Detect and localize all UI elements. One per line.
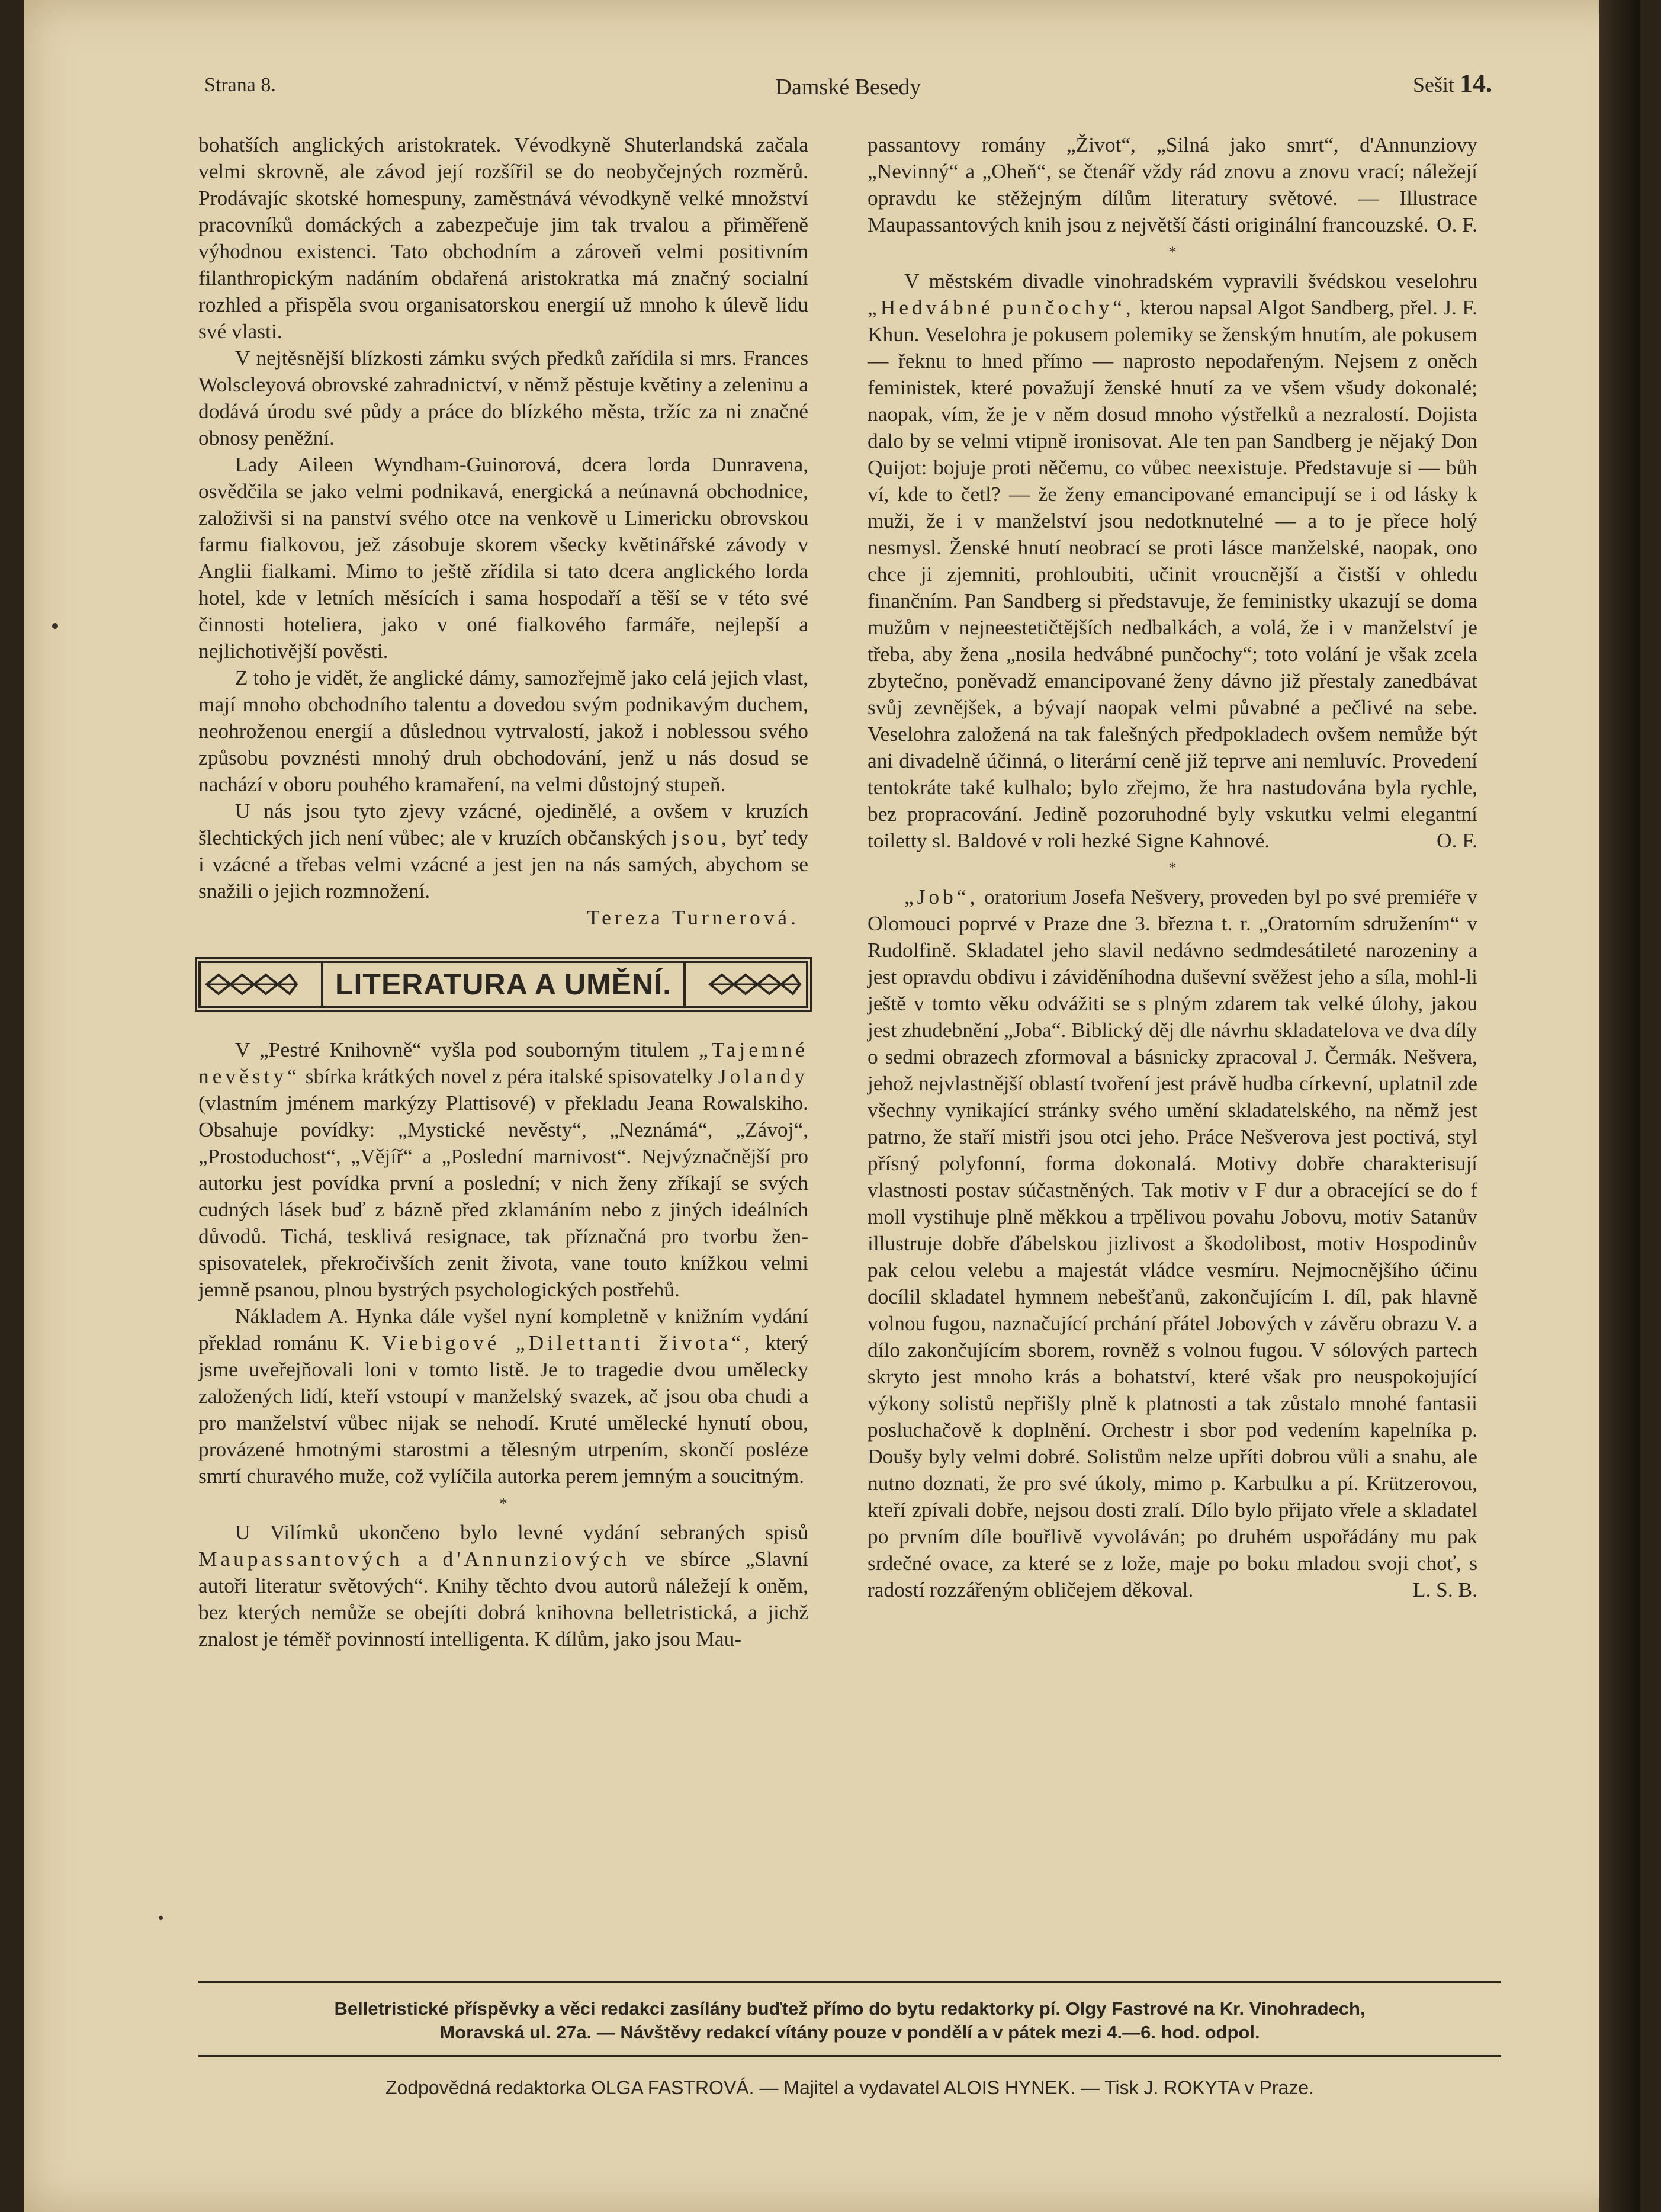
- section-separator: *: [1168, 243, 1177, 261]
- ornament-right-icon: [708, 971, 802, 997]
- section-title: LITERATURA A UMĚNÍ.: [321, 963, 686, 1006]
- paragraph: V městském divadle vinohradském vypravili švédskou veselohru „Hedvábné punčochy“, kterou napsal Algot Sandberg, přel. J. F. Khun. Veselohra je pokusem polemiky se ženským hnutím, ale pokusem — řeknu to hned přímo — naprosto nepodařeným. Nejsem z oněch feministek, které považují ženské hnutí za ve všem všudy dokonalé; naopak, vím, že je v něm dosud mnoho výstřelků a nezralostí. Dojista dalo by se velmi vtipně ironisovat. Ale ten pan Sandberg je nějaký Don Quijot: bojuje proti něčemu, co vůbec neexistuje. Představuje si — bůh ví, kde to četl? — že ženy emancipované emancipují se i od lásky k muži, že i v manželství jsou nedotknutelné — a to je přece holý nesmysl. Ženské hnutí neobrací se proti lásce manželské, naopak, ono chce ji zjemniti, prohloubiti, učinit vroucnější a čistší v ohledu finančním. Pan Sandberg si představuje, že feministky ukazují se doma mužům v nejneestetičtějších nedbalkách, a volá, že i v manželství je třeba, aby žena „nosila hedvábné punčochy“; toto volání je však zcela zbytečno, poněvadž emancipované ženy dávno již přestaly zanedbávat svůj zevnějšek, a bývají naopak velmi půvabné a pečlivé na sebe. Veselohra založená na tak falešných předpokladech ovšem nemůže být ani divadelně účinná, o literární ceně již teprve ani nemluvíc. Provedení tentokráte také kulhalo; bylo zřejmo, že hra nastudována byla rychle, bez propracování. Jedině pozoruhodné byly vskutku velmi elegantní toiletty sl. Baldové v roli hezké Signe Kahnové. O. F.: [868, 268, 1477, 854]
- imprint-line: Zodpovědná redaktorka OLGA FASTROVÁ. — Majitel a vydavatel ALOIS HYNEK. — Tisk J. ROKYTA v Praze.: [385, 2077, 1314, 2098]
- binding-hole-mark: [159, 1916, 163, 1920]
- newspaper-page: [24, 0, 1640, 2212]
- issue-label: Sešit 14.: [1412, 69, 1492, 98]
- paragraph: passantovy romány „Život“, „Silná jako smrt“, d'Annunziovy „Nevinný“ a „Oheň“, se čtenář vždy rád znovu a znovu vrací; náležejí opravdu ke stěžejným dílům literatury světové. — Illustrace Maupassantových knih jsou z největší části originální francouzské. O. F.: [868, 131, 1477, 238]
- article-signature: L. S. B.: [1412, 1578, 1477, 1601]
- ornament-left-icon: [204, 971, 299, 997]
- editorial-notice: Belletristické příspěvky a věci redakci zasílány buďtež přímo do bytu redaktorky pí. Olgy Fastrové na Kr. Vinohradech, Moravská ul. 27a. — Návštěvy redakcí vítány pouze v pondělí a v pátek mezi 4.—6. hod. odpol.: [334, 1998, 1366, 2043]
- paragraph: Nákladem A. Hynka dále vyšel nyní kompletně v knižním vydání překlad románu K. Viebigové „Dilettanti života“, který jsme uveřejňovali loni v tomto listě. Je to tragedie dvou umělecky založených lidí, kteří vstoupí v manželský svazek, ač jsou oba chudi a pro manželství vůbec nijak se nehodí. Kruté umělecké hynutí obou, provázené hmotnými starostmi a tělesným utrpením, skončí posléze smrtí churavého muže, což vylíčila autorka perem jemným a soucitným.: [198, 1304, 808, 1488]
- left-column: [198, 131, 808, 1652]
- paragraph: U Vilímků ukončeno bylo levné vydání sebraných spisů Maupassantových a d'Annunziových ve sbírce „Slavní autoři literatur světových“. Knihy těchto dvou autorů náležejí k oněm, bez kterých nemůže se obejíti dobrá knihovna belletristická, a jichž znalost je téměř povinností intelligenta. K dílům, jako jsou Mau-: [198, 1520, 808, 1651]
- magazine-title: Damské Besedy: [775, 75, 921, 99]
- paragraph: Z toho je vidět, že anglické dámy, samozřejmě jako celá jejich vlast, mají mnoho obchodního talentu a dovedou svým podnikavým duchem, neohroženou energií a důslednou vytrvalostí, jakož i noblessou svého způsobu povznésti mnohý druh obchodování, jenž u nás dosud se nachází v oboru pouhého kramaření, na velmi důstojný stupeň.: [198, 666, 808, 796]
- section-heading: [198, 961, 808, 1008]
- page-number: Strana 8.: [204, 74, 276, 96]
- paragraph: Lady Aileen Wyndham-Guinorová, dcera lorda Dunravena, osvědčila se jako velmi podnikavá, energická a neúnavná obchodnice, založivši si na panství svého otce na venkově u Limericku obrovskou farmu fialkovou, jež zásobuje skorem všecky květinářské závody v Anglii fialkami. Mimo to ještě zřídila si tato dcera anglického lorda hotel, kde v letních měsících i sama hospodaří a těší se v této své činnosti hoteliera, jako v oné fialkového farmáře, nejlepší a nejlichotivější pověsti.: [198, 452, 808, 663]
- paragraph: „Job“, oratorium Josefa Nešvery, proveden byl po své premiéře v Olomouci poprvé v Praze dne 3. března t. r. „Oratorním sdružením“ v Rudolfině. Skladatel jeho slavil nedávno sedmdesátileté narozeniny a jest opravdu obdivu i záviděníhodna duševní svěžest jeho a síla, mohl-li ještě v tomto věku odvážiti se s plným zdarem tak velké úlohy, jakou jest zhudebnění „Joba“. Biblický děj dle návrhu skladatelova ve dva díly o sedmi obrazech zformoval a básnicky zpracoval J. Čermák. Nešvera, jehož nejvlastnější oblastí tvoření jest právě hudba církevní, uplatnil zde všechny vynikající stránky svého umění skladatelského, na němž jest patrno, že staří mistři jsou otci jeho. Práce Nešverova jest poctivá, styl přísný polyfonní, forma dokonalá. Motivy dobře charakterisují vlastnosti postav súčastněných. Tak motiv v F dur a obracející se do f moll vystihuje plně měkkou a trpělivou povahu Jobovu, motiv Satanův illustruje dobře ďábelskou jizlivost a škodolibost, motiv Hospodinův pak celou velebu a majestát vládce vesmíru. Nejmocnějšího účinu docílil skladatel hymnem nebešťanů, zakončujícím I. díl, pak hlavně volnou fugou, naznačující prchání přátel Jobových v závěru obrazu V. a dílo zakončujícím sborem, rovněž s volnou fugou. V sólových partech skryto jest mnoho krás a bohatství, které však pro neuspokojující výkony solistů nepřišly plně k platnosti a tak zůstalo mnohé fantasii posluchačově k doplnění. Orchestr i sbor pod vedením kapelníka p. Doušy byly velmi dobré. Solistům nelze upříti dobrou vůli a snahu, ale nutno doznati, že pro své úkoly, mimo p. Karbulku a pí. Krützerovou, kteří zpívali dobře, nejsou dosti zralí. Dílo bylo přijato vřele a skladatel po prvním díle bouřlivě vyvoláván; po druhém uspořádány mu pak srdečné ovace, za které se z lože, maje po boku mladou svoji choť, s radostí rozzářeným obličejem děkoval. L. S. B.: [868, 884, 1477, 1603]
- paragraph: V „Pestré Knihovně“ vyšla pod souborným titulem „Tajemné nevěsty“ sbírka krátkých novel z péra italské spisovatelky Jolandy (vlastním jménem markýzy Plattisové) v překladu Jeana Rowalskiho. Obsahuje povídky: „Mystické nevěsty“, „Neznámá“, „Závoj“, „Prostoduchost“, „Vějíř“ a „Poslední marnivost“. Nejvýznačnější pro autorku jest povídka první a poslední; v nich ženy zříkají se svých cudných lásek buď z bázně před zklamáním nebo z jiných ideálních důvodů. Tichá, tesklivá resignace, tak příznačná pro tvorbu žen-spisovatelek, překročivších zenit života, vane touto knížkou velmi jemně psanou, plnou bystrých psychologických postřehů.: [198, 1038, 808, 1301]
- binding-hole-mark: [52, 623, 58, 629]
- section-separator: *: [1168, 859, 1177, 877]
- article-signature: O. F.: [1437, 213, 1477, 236]
- article-signature: O. F.: [1437, 829, 1477, 852]
- page-header: [204, 68, 1492, 104]
- article-signature: Tereza Turnerová.: [587, 906, 799, 929]
- paragraph: V nejtěsnější blízkosti zámku svých předků zařídila si mrs. Frances Wolscleyová obrovské zahradnictví, v němž pěstuje květiny a zeleninu a dodává úrodu své půdy a práce do blízkého města, tržíc za ni značné obnosy peněžní.: [198, 346, 808, 450]
- section-separator: *: [499, 1495, 507, 1512]
- footer-divider: [198, 2055, 1501, 2057]
- footer-divider: [198, 1981, 1501, 1983]
- right-column: [868, 131, 1477, 1603]
- paragraph: bohatších anglických aristokratek. Vévodkyně Shuterlandská začala velmi skrovně, ale závod její rozšířil se do neobyčejných rozměrů. Prodávajíc skotské homespuny, zaměstnává vévodkyně velké množství pracovníků domáckých a zabezpečuje jim tak trvalou a přiměřeně výhodnou existenci. Tato obchodním a zároveň velmi positivním filanthropickým nadáním obdařená aristokratka má značný socialní rozhled a přispěla svou organisatorskou energií už mnoho k úlevě lidu své vlasti.: [198, 133, 808, 343]
- paragraph: U nás jsou tyto zjevy vzácné, ojedinělé, a ovšem v kruzích šlechtických jich není vůbec; ale v kruzích občanských jsou, byť tedy i vzácné a třebas velmi vzácné a jest jen na nás samých, abychom se snažili o jejich rozmnožení.: [198, 799, 808, 903]
- page-edge-shadow: [1599, 0, 1640, 2212]
